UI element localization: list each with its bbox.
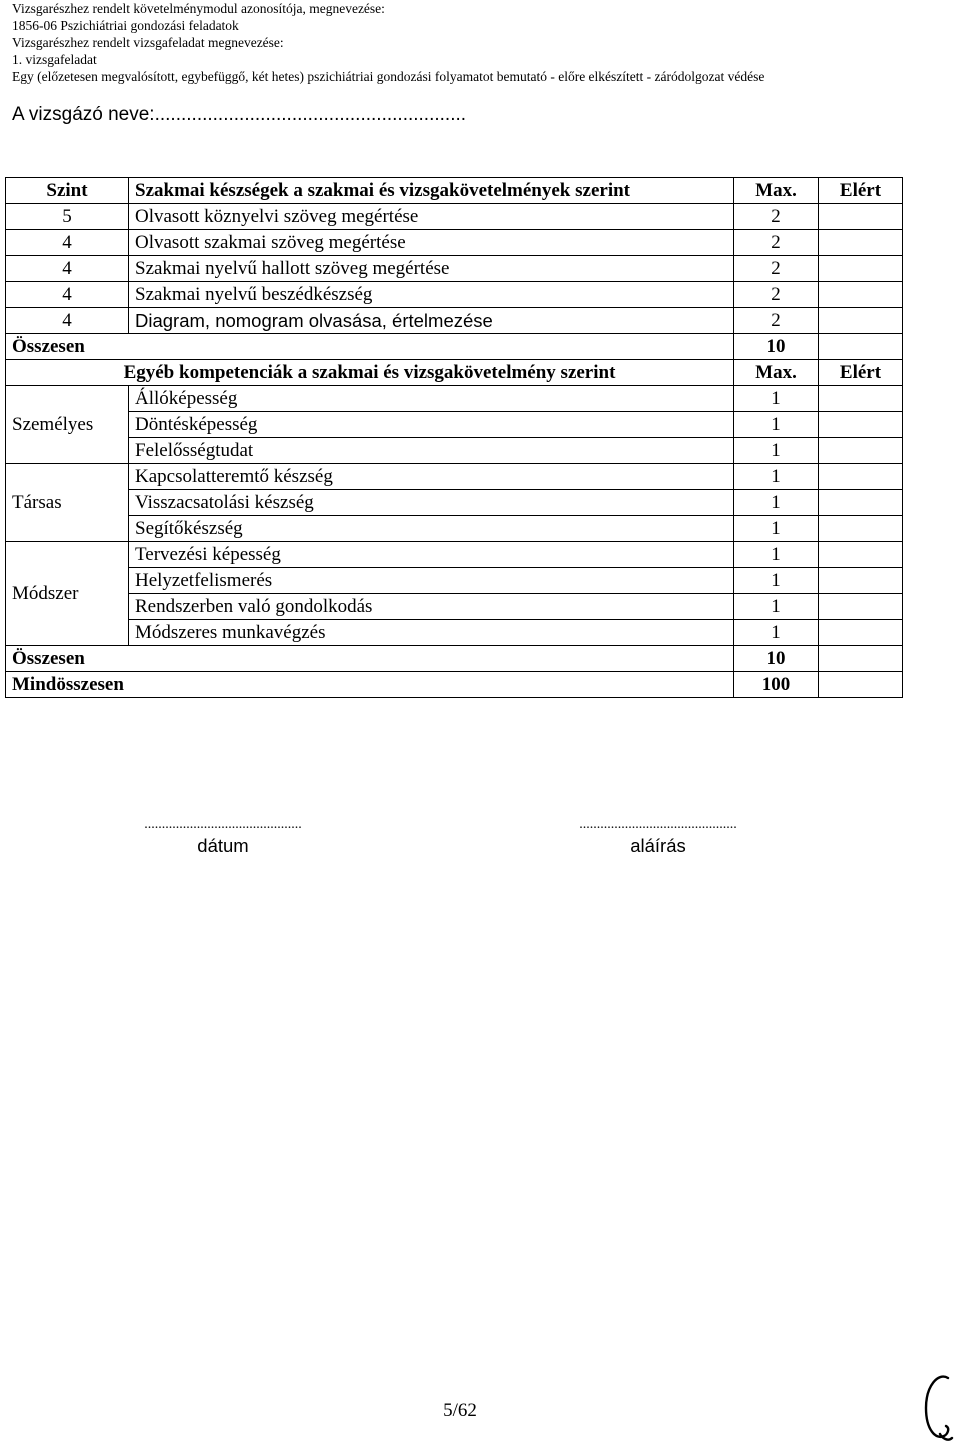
section1-total-row: [6, 334, 903, 360]
achieved-cell[interactable]: [819, 230, 903, 256]
competency-cell: Kapcsolatteremtő készség: [129, 464, 734, 490]
competency-cell: Felelősségtudat: [129, 438, 734, 464]
achieved-cell[interactable]: [819, 568, 903, 594]
exam-task-label: Vizsgarészhez rendelt vizsgafeladat megnevezése:: [12, 35, 284, 50]
total-achieved-cell[interactable]: [819, 646, 903, 672]
total-label: Összesen: [6, 646, 734, 672]
skill-cell: Szakmai nyelvű beszédkészség: [129, 282, 734, 308]
table-row: [6, 594, 903, 620]
achieved-cell[interactable]: [819, 308, 903, 334]
table-row: [6, 490, 903, 516]
competency-cell: Helyzetfelismerés: [129, 568, 734, 594]
table-row: [6, 438, 903, 464]
achieved-cell[interactable]: [819, 256, 903, 282]
max-cell: 1: [734, 464, 819, 490]
skills-column-header: Szakmai készségek a szakmai és vizsgakövetelmények szerint: [129, 178, 734, 204]
competency-cell: Rendszerben való gondolkodás: [129, 594, 734, 620]
level-cell: 4: [6, 282, 129, 308]
achieved-column-header: Elért: [819, 360, 903, 386]
table-row: [6, 230, 903, 256]
grand-total-achieved-cell[interactable]: [819, 672, 903, 698]
group-personal: Személyes: [6, 386, 129, 464]
level-column-header: Szint: [6, 178, 129, 204]
skill-cell: Szakmai nyelvű hallott szöveg megértése: [129, 256, 734, 282]
achieved-cell[interactable]: [819, 204, 903, 230]
competencies-column-header: Egyéb kompetenciák a szakmai és vizsgakövetelmény szerint: [6, 360, 734, 386]
competency-cell: Segítőkészség: [129, 516, 734, 542]
date-signature-block: [88, 816, 358, 858]
module-name: 1856-06 Pszichiátriai gondozási feladatok: [12, 18, 239, 33]
max-cell: 1: [734, 386, 819, 412]
competency-cell: Állóképesség: [129, 386, 734, 412]
max-cell: 1: [734, 438, 819, 464]
level-cell: 5: [6, 204, 129, 230]
achieved-cell[interactable]: [819, 282, 903, 308]
grand-total-max: 100: [734, 672, 819, 698]
table-row: [6, 256, 903, 282]
total-achieved-cell[interactable]: [819, 334, 903, 360]
achieved-cell[interactable]: [819, 464, 903, 490]
date-label: dátum: [197, 835, 249, 856]
table-row: [6, 516, 903, 542]
achieved-cell[interactable]: [819, 516, 903, 542]
table-row: [6, 464, 903, 490]
achieved-cell[interactable]: [819, 594, 903, 620]
table-row: [6, 204, 903, 230]
max-column-header: Max.: [734, 360, 819, 386]
achieved-cell[interactable]: [819, 542, 903, 568]
table-row: [6, 282, 903, 308]
exam-task-number: 1. vizsgafeladat: [12, 52, 97, 67]
competency-cell: Visszacsatolási készség: [129, 490, 734, 516]
max-cell: 2: [734, 256, 819, 282]
skill-cell: Olvasott szakmai szöveg megértése: [129, 230, 734, 256]
date-dots[interactable]: .............................................: [144, 817, 302, 832]
max-cell: 1: [734, 412, 819, 438]
achieved-cell[interactable]: [819, 412, 903, 438]
initials-signature-icon: [920, 1372, 956, 1444]
max-cell: 2: [734, 308, 819, 334]
table-row: [6, 386, 903, 412]
table-row: [6, 620, 903, 646]
module-id-label: Vizsgarészhez rendelt követelménymodul azonosítója, megnevezése:: [12, 1, 385, 16]
achieved-column-header: Elért: [819, 178, 903, 204]
level-cell: 4: [6, 308, 129, 334]
grand-total-row: [6, 672, 903, 698]
table-row: [6, 568, 903, 594]
competency-cell: Módszeres munkavégzés: [129, 620, 734, 646]
document-header: [12, 0, 942, 85]
group-method: Módszer: [6, 542, 129, 646]
max-cell: 1: [734, 620, 819, 646]
signature-label: aláírás: [630, 835, 686, 856]
level-cell: 4: [6, 256, 129, 282]
candidate-name-line[interactable]: A vizsgázó neve:...........................................................: [12, 104, 467, 125]
max-cell: 1: [734, 568, 819, 594]
competency-cell: Tervezési képesség: [129, 542, 734, 568]
skills-header-row: [6, 178, 903, 204]
achieved-cell[interactable]: [819, 438, 903, 464]
max-column-header: Max.: [734, 178, 819, 204]
skill-cell: Diagram, nomogram olvasása, értelmezése: [129, 308, 734, 334]
max-cell: 2: [734, 230, 819, 256]
group-social: Társas: [6, 464, 129, 542]
total-label: Összesen: [6, 334, 734, 360]
total-max: 10: [734, 646, 819, 672]
skill-cell: Olvasott köznyelvi szöveg megértése: [129, 204, 734, 230]
grand-total-label: Mindösszesen: [6, 672, 734, 698]
table-row: [6, 542, 903, 568]
competencies-header-row: [6, 360, 903, 386]
section2-total-row: [6, 646, 903, 672]
signature-block: [523, 816, 793, 858]
exam-task-description: Egy (előzetesen megvalósított, egybefüggő, két hetes) pszichiátriai gondozási folyamatot bemutató - előre elkészített - záródolgozat védése: [12, 69, 765, 84]
max-cell: 1: [734, 594, 819, 620]
table-row: [6, 308, 903, 334]
achieved-cell[interactable]: [819, 490, 903, 516]
level-cell: 4: [6, 230, 129, 256]
signature-dots[interactable]: .............................................: [579, 817, 737, 832]
page-number: 5/62: [443, 1400, 477, 1421]
table-row: [6, 412, 903, 438]
max-cell: 1: [734, 490, 819, 516]
competency-cell: Döntésképesség: [129, 412, 734, 438]
max-cell: 2: [734, 282, 819, 308]
max-cell: 1: [734, 542, 819, 568]
total-max: 10: [734, 334, 819, 360]
max-cell: 2: [734, 204, 819, 230]
achieved-cell[interactable]: [819, 386, 903, 412]
max-cell: 1: [734, 516, 819, 542]
evaluation-table: [5, 177, 903, 698]
achieved-cell[interactable]: [819, 620, 903, 646]
